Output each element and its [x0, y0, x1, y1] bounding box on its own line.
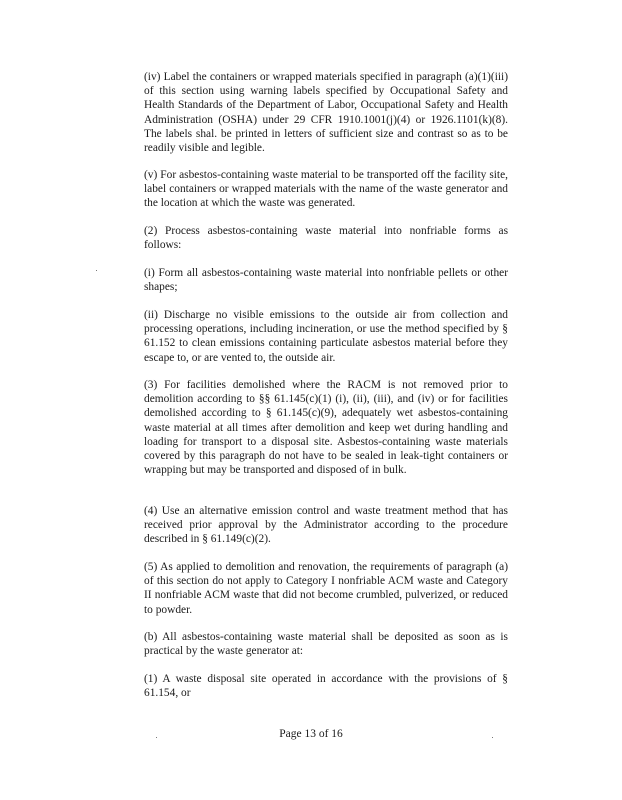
paragraph-a2: (2) Process asbestos-containing waste material into nonfriable forms as follows: — [144, 225, 508, 252]
paragraph-a2-i: (i) Form all asbestos-containing waste material into nonfriable pellets or other shapes; — [144, 267, 508, 294]
paragraph-a1-iv: (iv) Label the containers or wrapped materials specified in paragraph (a)(1)(iii) of this section using warning labels specified by Occupational Safety and Health Standards of the Department of Labor, Occupational Safety and Health Administration (OSHA) under 29 CFR 1910.1001(j)(4) or 1926.1101(k)(8). The labels shal. be printed in letters of sufficient size and contrast so as to be readily visible and legible. — [144, 71, 508, 155]
scan-speck — [96, 270, 97, 271]
scan-speck — [156, 737, 157, 738]
paragraph-a2-ii: (ii) Discharge no visible emissions to the outside air from collection and processing operations, including incineration, or use the method specified by § 61.152 to clean emissions containing particulate asbestos material before they escape to, or are vented to, the outside air. — [144, 309, 508, 364]
paragraph-a3: (3) For facilities demolished where the RACM is not removed prior to demolition according to §§ 61.145(c)(1) (i), (ii), (iii), and (iv) or for facilities demolished according to § 61.145(c)(9), adequately wet asbestos-containing waste material at all times after demolition and keep wet during handling and loading for transport to a disposal site. Asbestos-containing waste materials covered by this paragraph do not have to be sealed in leak-tight containers or wrapping but may be transported and disposed of in bulk. — [144, 379, 508, 477]
page-number-footer: Page 13 of 16 — [279, 728, 343, 740]
paragraph-a1-v: (v) For asbestos-containing waste material to be transported off the facility site, label containers or wrapped materials with the name of the waste generator and the location at which the waste was generated. — [144, 169, 508, 210]
paragraph-a4: (4) Use an alternative emission control and waste treatment method that has received prior approval by the Administrator according to the procedure described in § 61.149(c)(2). — [144, 505, 508, 546]
paragraph-a5: (5) As applied to demolition and renovation, the requirements of paragraph (a) of this section do not apply to Category I nonfriable ACM waste and Category II nonfriable ACM waste that did not become crumbled, pulverized, or reduced to powder. — [144, 561, 508, 616]
scan-speck — [492, 737, 493, 738]
paragraph-b1: (1) A waste disposal site operated in accordance with the provisions of § 61.154, or — [144, 673, 508, 700]
paragraph-b: (b) All asbestos-containing waste material shall be deposited as soon as is practical by the waste generator at: — [144, 631, 508, 658]
